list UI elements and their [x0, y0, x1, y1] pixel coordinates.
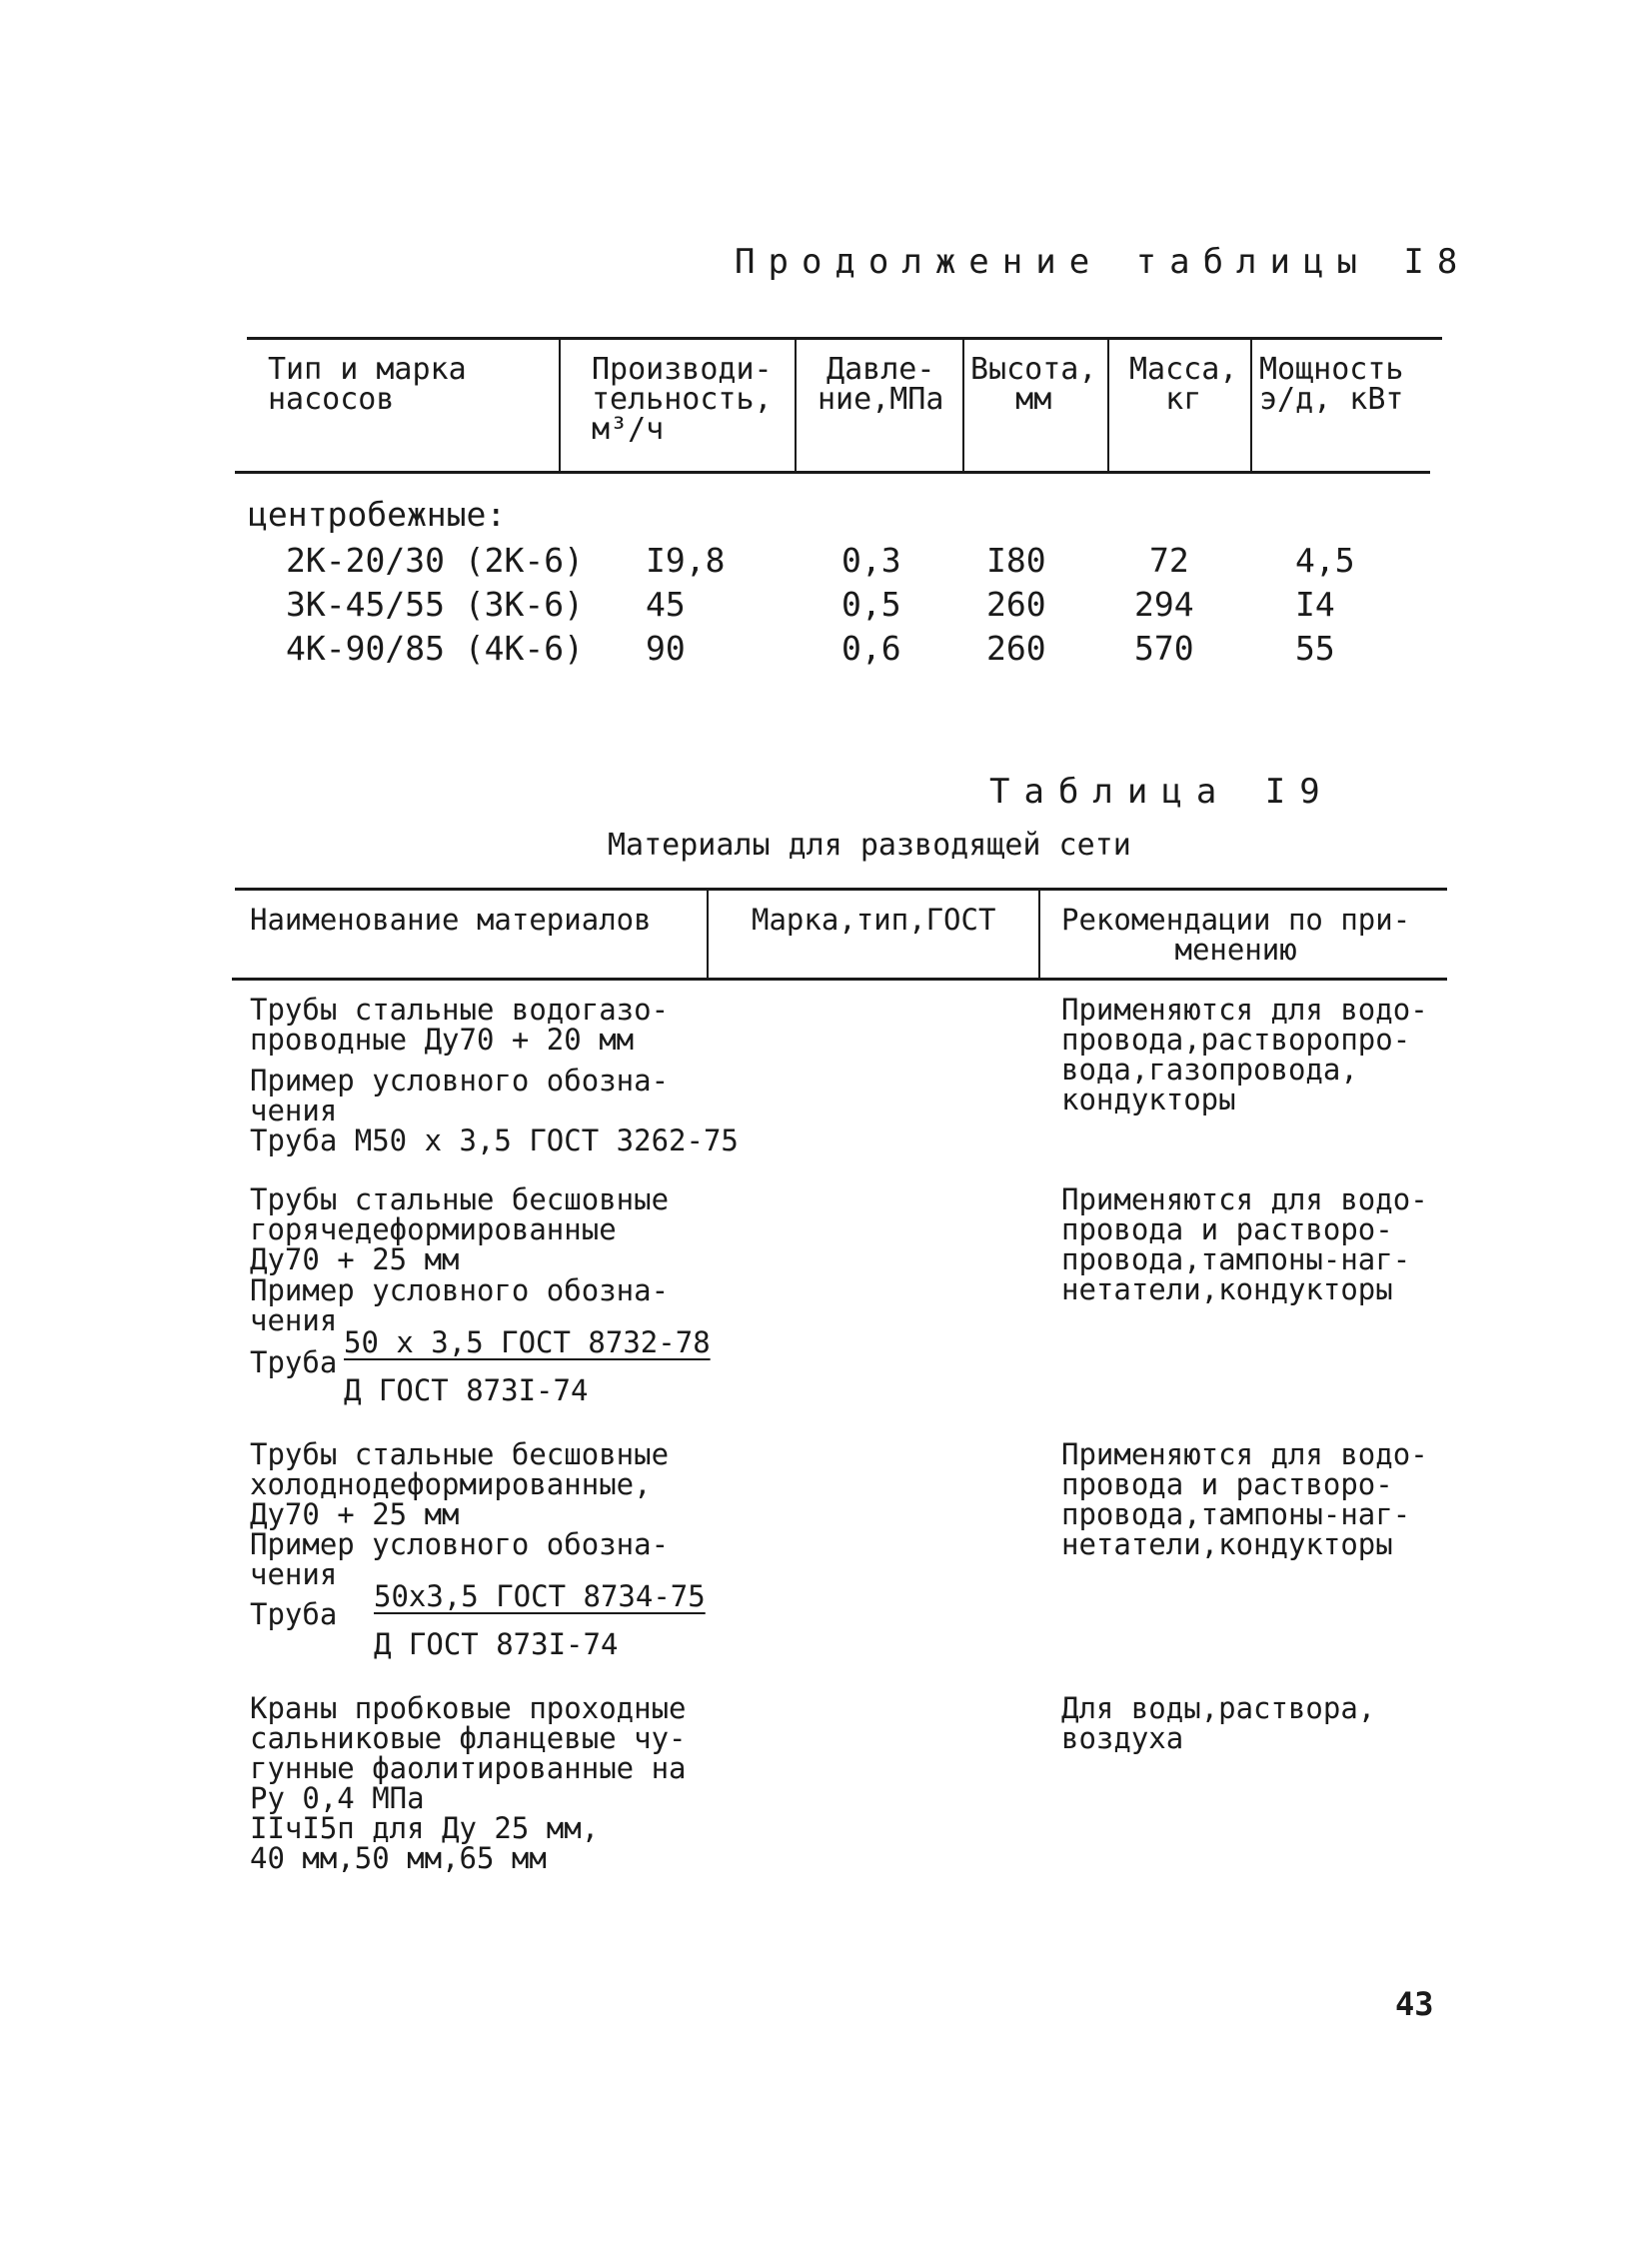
- table-cell: 260: [986, 585, 1046, 624]
- table-cell: I80: [986, 541, 1046, 580]
- table-cell: 0,3: [841, 541, 901, 580]
- table18-col-divider: [1107, 340, 1109, 472]
- table19-header-brand: Марка,тип,ГОСТ: [752, 903, 996, 937]
- material-name: Краны пробковые проходные сальниковые фланцевые чу- гунные фаолитированные на Ру 0,4 МПа IIчI5п для Ду 25 мм, 40 мм,50 мм,65 мм: [250, 1691, 687, 1875]
- recommendation: Применяются для водо- провода и растворо- провода,тампоны-наг- нетатели,кондукторы: [1061, 1182, 1428, 1306]
- table-cell: 45: [646, 585, 686, 624]
- table19-header-rule: [232, 978, 1447, 981]
- example-label: Пример условного обозна- чения: [250, 1527, 670, 1591]
- table19-header-recommendation: Рекомендации по при- менению: [1061, 903, 1411, 967]
- example-label: Пример условного обозна- чения: [250, 1064, 670, 1127]
- table18-header-power: Мощность э/д, кВт: [1259, 352, 1404, 417]
- table-cell: 3К-45/55 (3К-6): [286, 585, 585, 624]
- table-cell: 0,5: [841, 585, 901, 624]
- recommendation: Для воды,раствора, воздуха: [1061, 1691, 1376, 1755]
- designation-denominator: Д ГОСТ 873I-74: [374, 1627, 619, 1661]
- pipe-word: Труба: [250, 1597, 338, 1631]
- material-name: Трубы стальные водогазо- проводные Ду70 + 20 мм: [250, 993, 670, 1057]
- page-number: 43: [1395, 1985, 1434, 2023]
- designation-numerator: 50х3,5 ГОСТ 8734-75: [374, 1579, 706, 1613]
- table-cell: I4: [1295, 585, 1335, 624]
- table18-header-height: Высота, мм: [970, 352, 1097, 417]
- example-label: Пример условного обозна- чения: [250, 1273, 670, 1337]
- table-cell: 4,5: [1295, 541, 1355, 580]
- designation: Труба М50 х 3,5 ГОСТ 3262-75: [250, 1123, 739, 1157]
- pipe-word: Труба: [250, 1345, 338, 1379]
- table19-header-name: Наименование материалов: [250, 903, 652, 937]
- designation-numerator: 50 х 3,5 ГОСТ 8732-78: [344, 1325, 711, 1359]
- table18-col-divider: [559, 340, 561, 472]
- table-cell: 260: [986, 629, 1046, 668]
- designation-denominator: Д ГОСТ 873I-74: [344, 1373, 589, 1407]
- table19-col-divider: [707, 891, 709, 979]
- table-cell: 72: [1149, 541, 1189, 580]
- table18-header-pressure: Давле- ние,МПа: [818, 352, 944, 417]
- table19-subtitle: Материалы для разводящей сети: [608, 828, 1131, 863]
- material-name: Трубы стальные бесшовные горячедеформированные Ду70 + 25 мм: [250, 1182, 670, 1276]
- continuation-title: Продолжение таблицы I8: [735, 242, 1471, 282]
- table-cell: 4К-90/85 (4К-6): [286, 629, 585, 668]
- table19-caption: Таблица I9: [989, 772, 1334, 812]
- recommendation: Применяются для водо- провода,растворопро- вода,газопровода, кондукторы: [1061, 993, 1428, 1117]
- table18-group-label: центробежные:: [248, 495, 507, 534]
- table19-col-divider: [1038, 891, 1040, 979]
- table18-header-capacity: Производи- тельность, м³/ч: [592, 352, 773, 447]
- table18-col-divider: [795, 340, 797, 472]
- table18-col-divider: [962, 340, 964, 472]
- table18-top-rule: [247, 337, 1442, 340]
- table-cell: 570: [1134, 629, 1194, 668]
- table-cell: 55: [1295, 629, 1335, 668]
- table-cell: 2К-20/30 (2К-6): [286, 541, 585, 580]
- recommendation: Применяются для водо- провода и растворо- провода,тампоны-наг- нетатели,кондукторы: [1061, 1437, 1428, 1561]
- material-name: Трубы стальные бесшовные холоднодеформированные, Ду70 + 25 мм: [250, 1437, 670, 1531]
- table-cell: 294: [1134, 585, 1194, 624]
- table19-top-rule: [235, 888, 1447, 891]
- table18-col-divider: [1250, 340, 1252, 472]
- table-cell: I9,8: [646, 541, 726, 580]
- table-cell: 90: [646, 629, 686, 668]
- table18-header-mass: Масса, кг: [1129, 352, 1238, 417]
- table-cell: 0,6: [841, 629, 901, 668]
- table18-header-type: Тип и марка насосов: [268, 352, 467, 417]
